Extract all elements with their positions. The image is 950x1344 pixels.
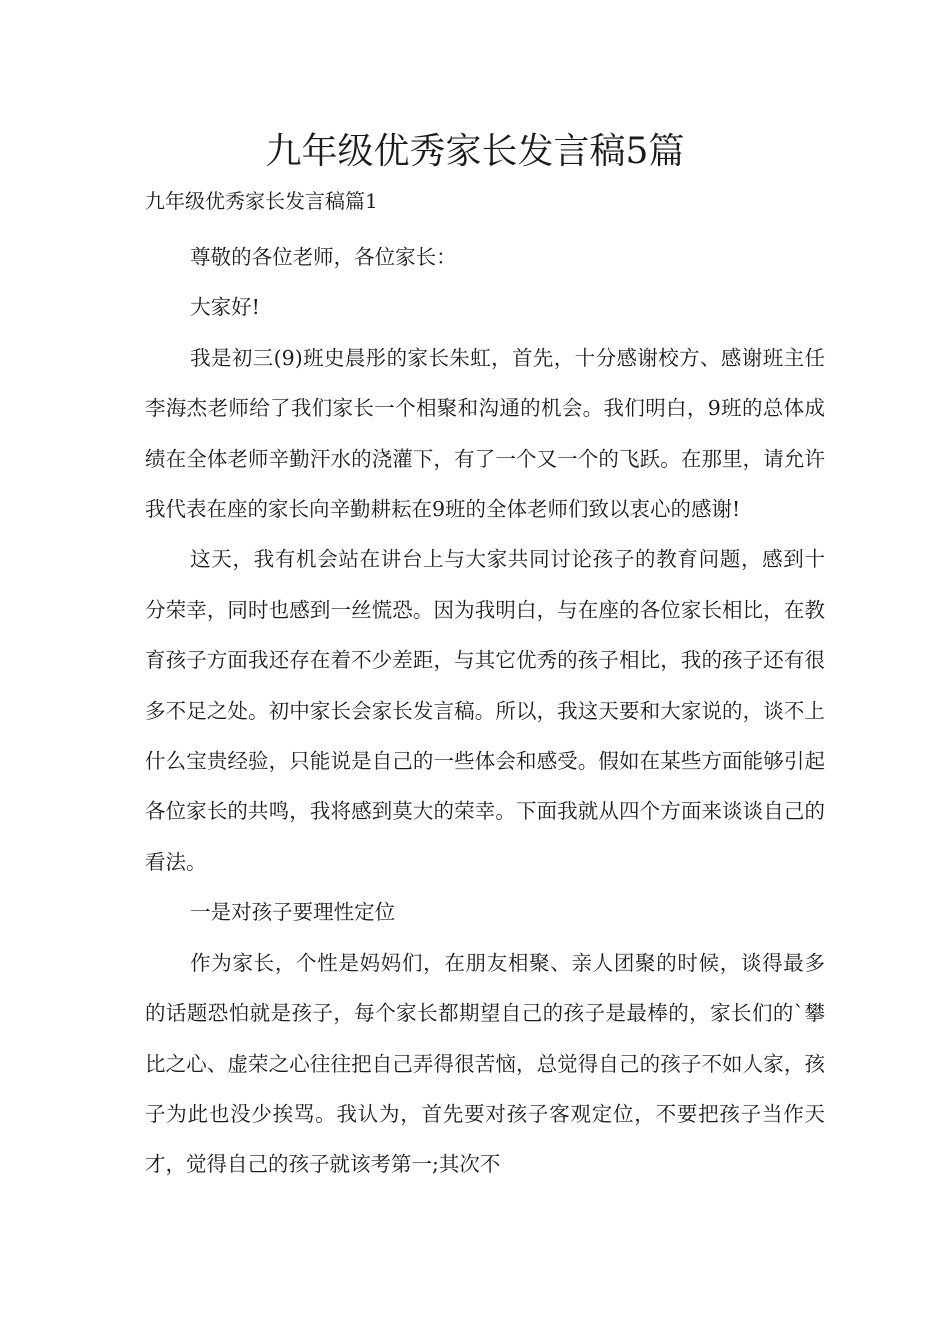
paragraph: 作为家长，个性是妈妈们，在朋友相聚、亲人团聚的时候，谈得最多的话题恐怕就是孩子，每个家长都期望自己的孩子是最棒的，家长们的`攀比之心、虚荣之心往往把自己弄得很苦恼，总觉得自己的孩子不如人家，孩子为此也没少挨骂。我认为，首先要对孩子客观定位，不要把孩子当作天才，觉得自己的孩子就该考第一;其次不	[145, 950, 825, 1177]
document-body	[145, 232, 825, 1190]
section-heading: 九年级优秀家长发言稿篇1	[145, 189, 378, 213]
paragraph: 我是初三(9)班史晨彤的家长朱虹，首先，十分感谢校方、感谢班主任李海杰老师给了我们家长一个相聚和沟通的机会。我们明白，9班的总体成绩在全体老师辛勤汗水的浇灌下，有了一个又一个的飞跃。在那里，请允许我代表在座的家长向辛勤耕耘在9班的全体老师们致以衷心的感谢!	[145, 345, 825, 522]
paragraph-salutation: 尊敬的各位老师，各位家长：	[190, 245, 457, 269]
paragraph-greeting: 大家好!	[190, 295, 260, 320]
document-title: 九年级优秀家长发言稿5篇	[265, 131, 685, 172]
paragraph: 这天，我有机会站在讲台上与大家共同讨论孩子的教育问题，感到十分荣幸，同时也感到一丝慌恐。因为我明白，与在座的各位家长相比，在教育孩子方面我还存在着不少差距，与其它优秀的孩子相比，我的孩子还有很多不足之处。初中家长会家长发言稿。所以，我这天要和大家说的，谈不上什么宝贵经验，只能说是自己的一些体会和感受。假如在某些方面能够引起各位家长的共鸣，我将感到莫大的荣幸。下面我就从四个方面来谈谈自己的看法。	[145, 547, 825, 874]
paragraph-subheading: 一是对孩子要理性定位	[190, 900, 396, 925]
